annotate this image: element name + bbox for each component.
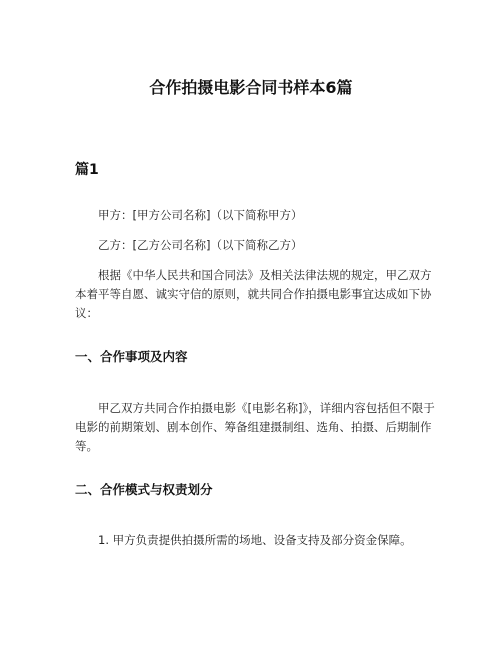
party-b-line: 乙方：[乙方公司名称]（以下简称乙方） <box>98 238 303 252</box>
intro-paragraph: 根据《中华人民共和国合同法》及相关法律法规的规定，甲乙双方本着平等自愿、诚实守信的原则，就共同合作拍摄电影事宜达成如下协议： <box>75 268 432 321</box>
clause-heading-1: 一、合作事项及内容 <box>75 349 188 364</box>
clause-heading-2: 二、合作模式与权责划分 <box>75 482 213 497</box>
clause-paragraph-1: 甲乙双方共同合作拍摄电影《[电影名称]》，详细内容包括但不限于电影的前期策划、剧本创作、筹备组建摄制组、选角、拍摄、后期制作等。 <box>75 401 435 454</box>
party-a-line: 甲方：[甲方公司名称]（以下简称甲方） <box>98 208 303 222</box>
clause-item-1: 1. 甲方负责提供拍摄所需的场地、设备支持及部分资金保障。 <box>98 533 412 547</box>
section-title: 篇1 <box>75 162 99 178</box>
document-title: 合作拍摄电影合同书样本6篇 <box>149 78 353 97</box>
